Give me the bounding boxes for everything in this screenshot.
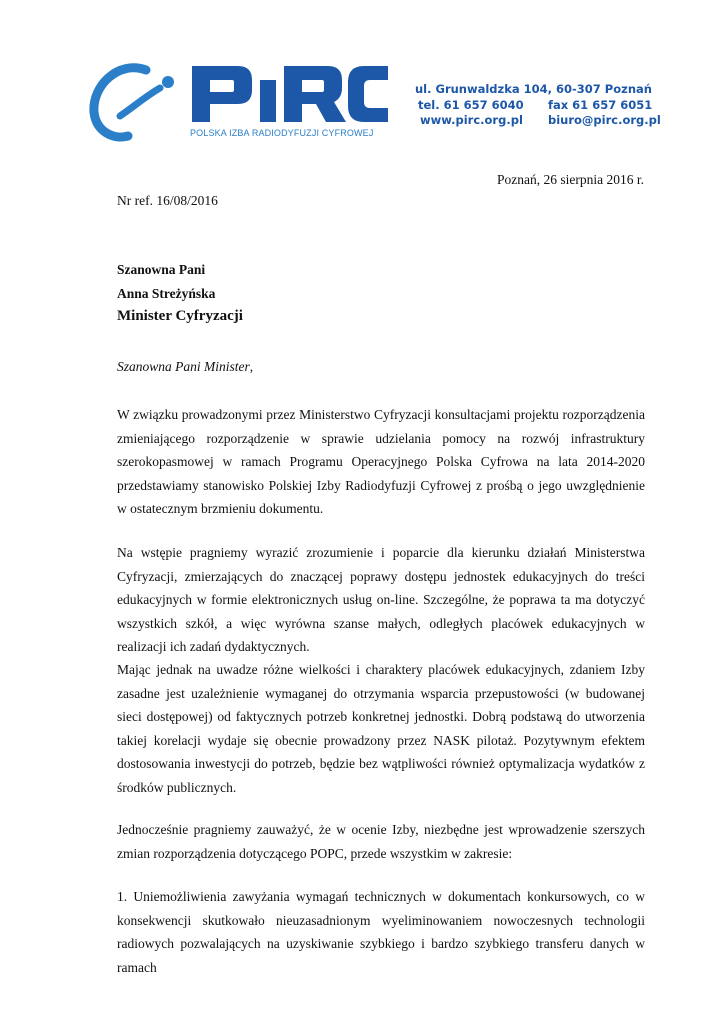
greeting-punct: , (249, 359, 254, 374)
logo-swoosh-inner (120, 88, 160, 116)
recipient-salutation: Szanowna Pani (117, 262, 206, 277)
paragraph-1: W związku prowadzonymi przez Ministerstwo Cyfryzacji konsultacjami projektu rozporządzenia zmieniającego rozporządzenie w sprawie udzielania pomocy na rozwój infrastruktury szerokopasmowej w ramach Programu Operacyjnego Polska Cyfrowa na lata 2014-2020 przedstawiamy stanowisko Polskiej Izby Radiodyfuzji Cyfrowej z prośbą o jego uwzględnienie w ostatecznym brzmieniu dokumentu. (117, 407, 645, 517)
contact-fax: fax 61 657 6051 (548, 98, 653, 112)
contact-website[interactable]: www.pirc.org.pl (420, 113, 523, 127)
contact-phone: tel. 61 657 6040 (418, 98, 524, 112)
contact-email[interactable]: biuro@pirc.org.pl (548, 113, 661, 127)
reference-number: Nr ref. 16/08/2016 (117, 193, 218, 208)
paragraph-3: Mając jednak na uwadze różne wielkości i charaktery placówek edukacyjnych, zdaniem Izby zasadne jest uzależnienie wymaganej do otrzymania wsparcia przepustowości (w budowanej sieci dostępowej) od faktycznych potrzeb konkretnej jednostki. Dobrą podstawą do utworzenia takiej korelacji wydaje się obecnie prowadzony przez NASK pilotaż. Pozytywnym efektem dostosowania inwestycji do potrzeb, będzie bez wątpliwości również optymalizacja wydatków z środków publicznych. (117, 662, 645, 795)
paragraph-5-list-item: 1. Uniemożliwienia zawyżania wymagań technicznych w dokumentach konkursowych, co w konsekwencji skutkowało nieuzasadnionym wyeliminowaniem nowoczesnych technologii radiowych pozwalających na uzyskiwanie szybkiego i bardzo szybkiego transferu danych w ramach (117, 889, 645, 975)
paragraph-4: Jednocześnie pragniemy zauważyć, że w ocenie Izby, niezbędne jest wprowadzenie szerszych zmian rozporządzenia dotyczącego POPC, przede wszystkim w zakresie: (117, 822, 645, 861)
logo-subtitle: POLSKA IZBA RADIODYFUZJI CYFROWEJ (190, 128, 374, 138)
logo-letter-p (192, 66, 252, 122)
logo-letter-c (348, 66, 388, 122)
greeting-text: Szanowna Pani Minister (117, 359, 250, 374)
paragraph-2: Na wstępie pragniemy wyrazić zrozumienie i poparcie dla kierunku działań Ministerstwa Cyfryzacji, zmierzających do znaczącej poprawy dostępu jednostek edukacyjnych do treści edukacyjnych w formie elektronicznych usług on-line. Szczególne, że poprawa ta ma dotyczyć wszystkich szkół, a więc wyrówna szanse małych, odległych placówek edukacyjnych w realizacji ich zadań dydaktycznych. (117, 545, 645, 655)
place-date: Poznań, 26 sierpnia 2016 r. (497, 172, 644, 187)
logo-letter-r (284, 66, 346, 122)
greeting (117, 359, 253, 375)
logo-dot (162, 76, 174, 88)
recipient-title: Minister Cyfryzacji (117, 308, 243, 324)
contact-address: ul. Grunwaldzka 104, 60-307 Poznań (415, 82, 652, 96)
recipient-name: Anna Streżyńska (117, 286, 216, 301)
logo-letter-i (260, 80, 276, 122)
